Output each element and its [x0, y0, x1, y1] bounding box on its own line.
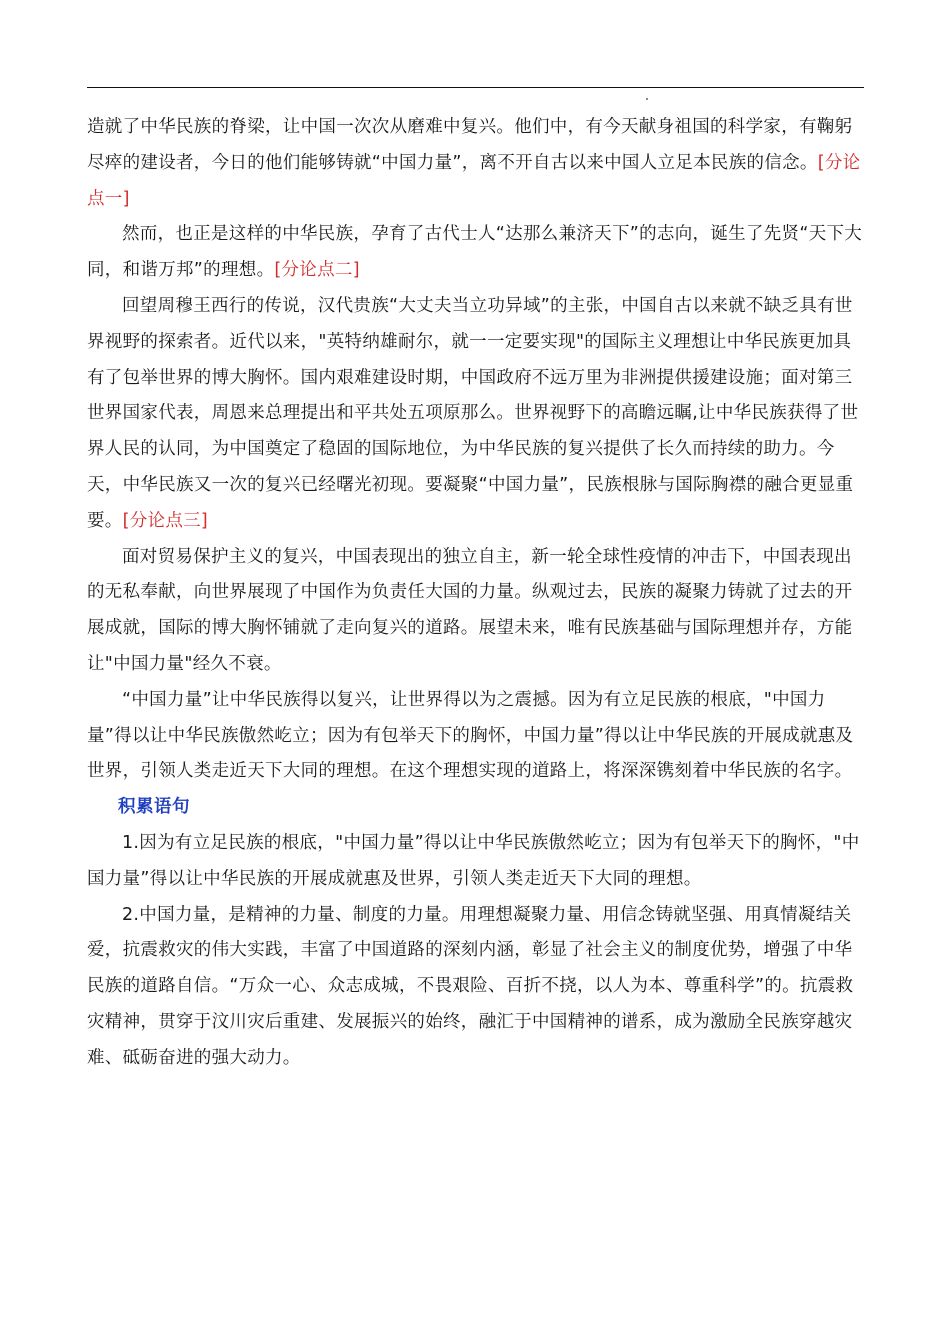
- essay-paragraph-1: [87, 110, 864, 217]
- accumulation-item-2: [87, 898, 864, 1077]
- essay-paragraph-3: [87, 289, 864, 540]
- accumulation-text: 2.中国力量，是精神的力量、制度的力量。用理想凝聚力量、用信念铸就坚强、用真情凝结关爱，抗震救灾的伟大实践，丰富了中国道路的深刻内涵，彰显了社会主义的制度优势，增强了中华民族的道路自信。“万众一心、众志成城，不畏艰险、百折不挠，以人为本、尊重科学”的。抗震救灾精神，贯穿于汶川灾后重建、发展振兴的始终，融汇于中国精神的谱系，成为激励全民族穿越灾难、砥砺奋进的强大动力。: [87, 904, 854, 1068]
- paragraph-text: 面对贸易保护主义的复兴，中国表现出的独立自主，新一轮全球性疫情的冲击下，中国表现出的无私奉献，向世界展现了中国作为负责任大国的力量。纵观过去，民族的凝聚力铸就了过去的开展成就，国际的博大胸怀铺就了走向复兴的道路。展望未来，唯有民族基础与国际理想并存，方能让"中国力量"经久不衰。: [87, 546, 853, 674]
- paragraph-text: 然而，也正是这样的中华民族，孕育了古代士人“达那么兼济天下”的志向，诞生了先贤“天下大同，和谐万邦”的理想。: [87, 224, 863, 281]
- sub-argument-tag-1: [分论点一]: [87, 152, 861, 209]
- sub-argument-tag-2: [分论点二]: [274, 260, 360, 281]
- paragraph-text: 造就了中华民族的脊梁，让中国一次次从磨难中复兴。他们中，有今天献身祖国的科学家，有鞠躬尽瘁的建设者，今日的他们能够铸就“中国力量”，离不开自古以来中国人立足本民族的信念。: [87, 117, 853, 173]
- accumulation-item-1: [87, 826, 864, 898]
- essay-paragraph-4: [87, 540, 864, 683]
- section-heading: 积累语句: [118, 797, 190, 818]
- header-dot: [646, 98, 648, 100]
- paragraph-text: 回望周穆王西行的传说，汉代贵族“大丈夫当立功异域”的主张，中国自古以来就不缺乏具有世界视野的探索者。近代以来，"英特纳雄耐尔，就一一定要实现"的国际主义理想让中华民族更加具有了包举世界的博大胸怀。国内艰难建设时期，中国政府不远万里为非洲提供援建设施；面对第三世界国家代表，周恩来总理提出和平共处五项原那么。世界视野下的高瞻远瞩,让中华民族获得了世界人民的认同，为中国奠定了稳固的国际地位，为中华民族的复兴提供了长久而持续的助力。今天，中华民族又一次的复兴已经曙光初现。要凝聚“中国力量”，民族根脉与国际胸襟的融合更显重要。: [87, 295, 859, 531]
- paragraph-text: “中国力量”让中华民族得以复兴，让世界得以为之震撼。因为有立足民族的根底，"中国力量”得以让中华民族傲然屹立；因为有包举天下的胸怀，中国力量”得以让中华民族的开展成就惠及世界，引领人类走近天下大同的理想。在这个理想实现的道路上，将深深镌刻着中华民族的名字。: [87, 689, 854, 782]
- header-rule: [87, 87, 864, 88]
- accumulation-text: 1.因为有立足民族的根底，"中国力量”得以让中华民族傲然屹立；因为有包举天下的胸怀，"中国力量”得以让中华民族的开展成就惠及世界，引领人类走近天下大同的理想。: [87, 832, 860, 889]
- essay-paragraph-5: [87, 683, 864, 790]
- document-body: [87, 110, 864, 1077]
- sub-argument-tag-3: [分论点三]: [122, 510, 209, 531]
- essay-paragraph-2: [87, 217, 864, 289]
